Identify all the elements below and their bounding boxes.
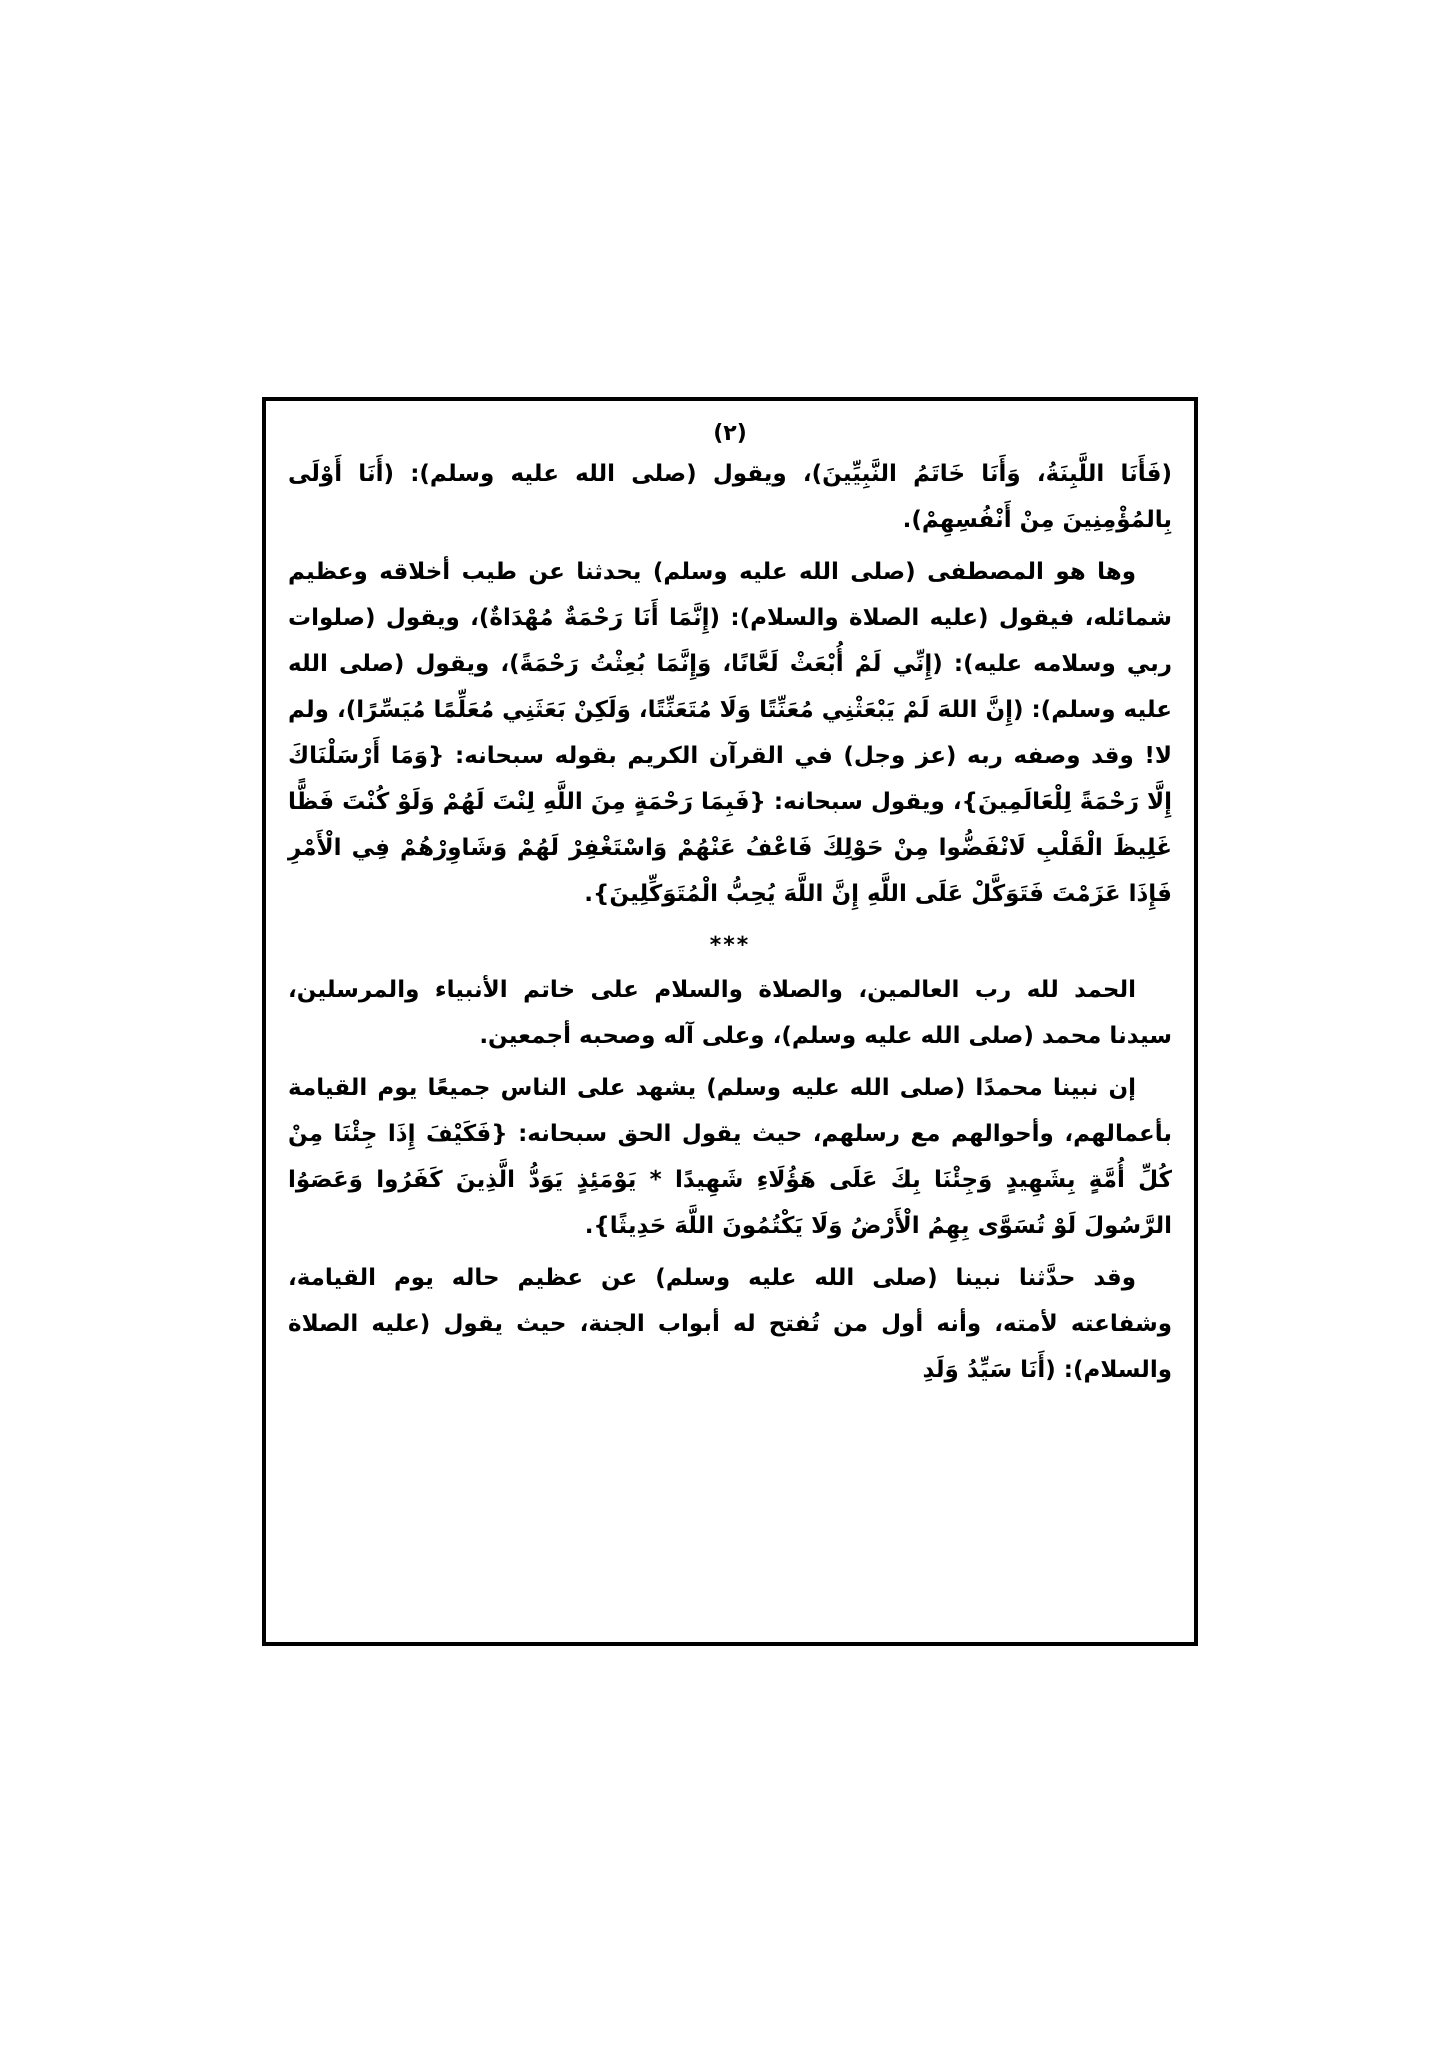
paragraph: إن نبينا محمدًا (صلى الله عليه وسلم) يشهد على الناس جميعًا يوم القيامة بأعمالهم، وأحوالهم مع رسلهم، حيث يقول الحق سبحانه: {فَكَيْفَ إِذَا جِئْنَا مِنْ كُلِّ أُمَّةٍ بِشَهِيدٍ وَجِئْنَا بِكَ عَلَى هَؤُلَاءِ شَهِيدًا * يَوْمَئِذٍ يَوَدُّ الَّذِينَ كَفَرُوا وَعَصَوُا الرَّسُولَ لَوْ تُسَوَّى بِهِمُ الْأَرْضُ وَلَا يَكْتُمُونَ اللَّهَ حَدِيثًا}. [288,1075,1172,1239]
paragraph: الحمد لله رب العالمين، والصلاة والسلام على خاتم الأنبياء والمرسلين، سيدنا محمد (صلى الله عليه وسلم)، وعلى آله وصحبه أجمعين. [288,977,1172,1049]
page-number: (٢) [713,421,747,446]
paragraph: وقد حدَّثنا نبينا (صلى الله عليه وسلم) عن عظيم حاله يوم القيامة، وشفاعته لأمته، وأنه أول من تُفتح له أبواب الجنة، حيث يقول (عليه الصلاة والسلام): (أَنَا سَيِّدُ وَلَدِ [288,1265,1172,1383]
section-separator: *** [709,933,751,958]
document-body [288,451,1172,1393]
page-frame [262,397,1198,1646]
paragraph: وها هو المصطفى (صلى الله عليه وسلم) يحدثنا عن طيب أخلاقه وعظيم شمائله، فيقول (عليه الصلاة والسلام): (إِنَّمَا أَنَا رَحْمَةٌ مُهْدَاةٌ)، ويقول (صلوات ربي وسلامه عليه): (إِنِّي لَمْ أُبْعَثْ لَعَّانًا، وَإِنَّمَا بُعِثْتُ رَحْمَةً)، ويقول (صلى الله عليه وسلم): (إِنَّ اللهَ لَمْ يَبْعَثْنِي مُعَنِّتًا وَلَا مُتَعَنِّتًا، وَلَكِنْ بَعَثَنِي مُعَلِّمًا مُيَسِّرًا)، ولم لا! وقد وصفه ربه (عز وجل) في القرآن الكريم بقوله سبحانه: {وَمَا أَرْسَلْنَاكَ إِلَّا رَحْمَةً لِلْعَالَمِينَ}، ويقول سبحانه: {فَبِمَا رَحْمَةٍ مِنَ اللَّهِ لِنْتَ لَهُمْ وَلَوْ كُنْتَ فَظًّا غَلِيظَ الْقَلْبِ لَانْفَضُّوا مِنْ حَوْلِكَ فَاعْفُ عَنْهُمْ وَاسْتَغْفِرْ لَهُمْ وَشَاوِرْهُمْ فِي الْأَمْرِ فَإِذَا عَزَمْتَ فَتَوَكَّلْ عَلَى اللَّهِ إِنَّ اللَّهَ يُحِبُّ الْمُتَوَكِّلِينَ}. [288,559,1172,907]
paragraph: (فَأَنَا اللَّبِنَةُ، وَأَنَا خَاتَمُ النَّبِيِّينَ)، ويقول (صلى الله عليه وسلم): (أَنَا أَوْلَى بِالمُؤْمِنِينَ مِنْ أَنْفُسِهِمْ). [288,461,1172,533]
